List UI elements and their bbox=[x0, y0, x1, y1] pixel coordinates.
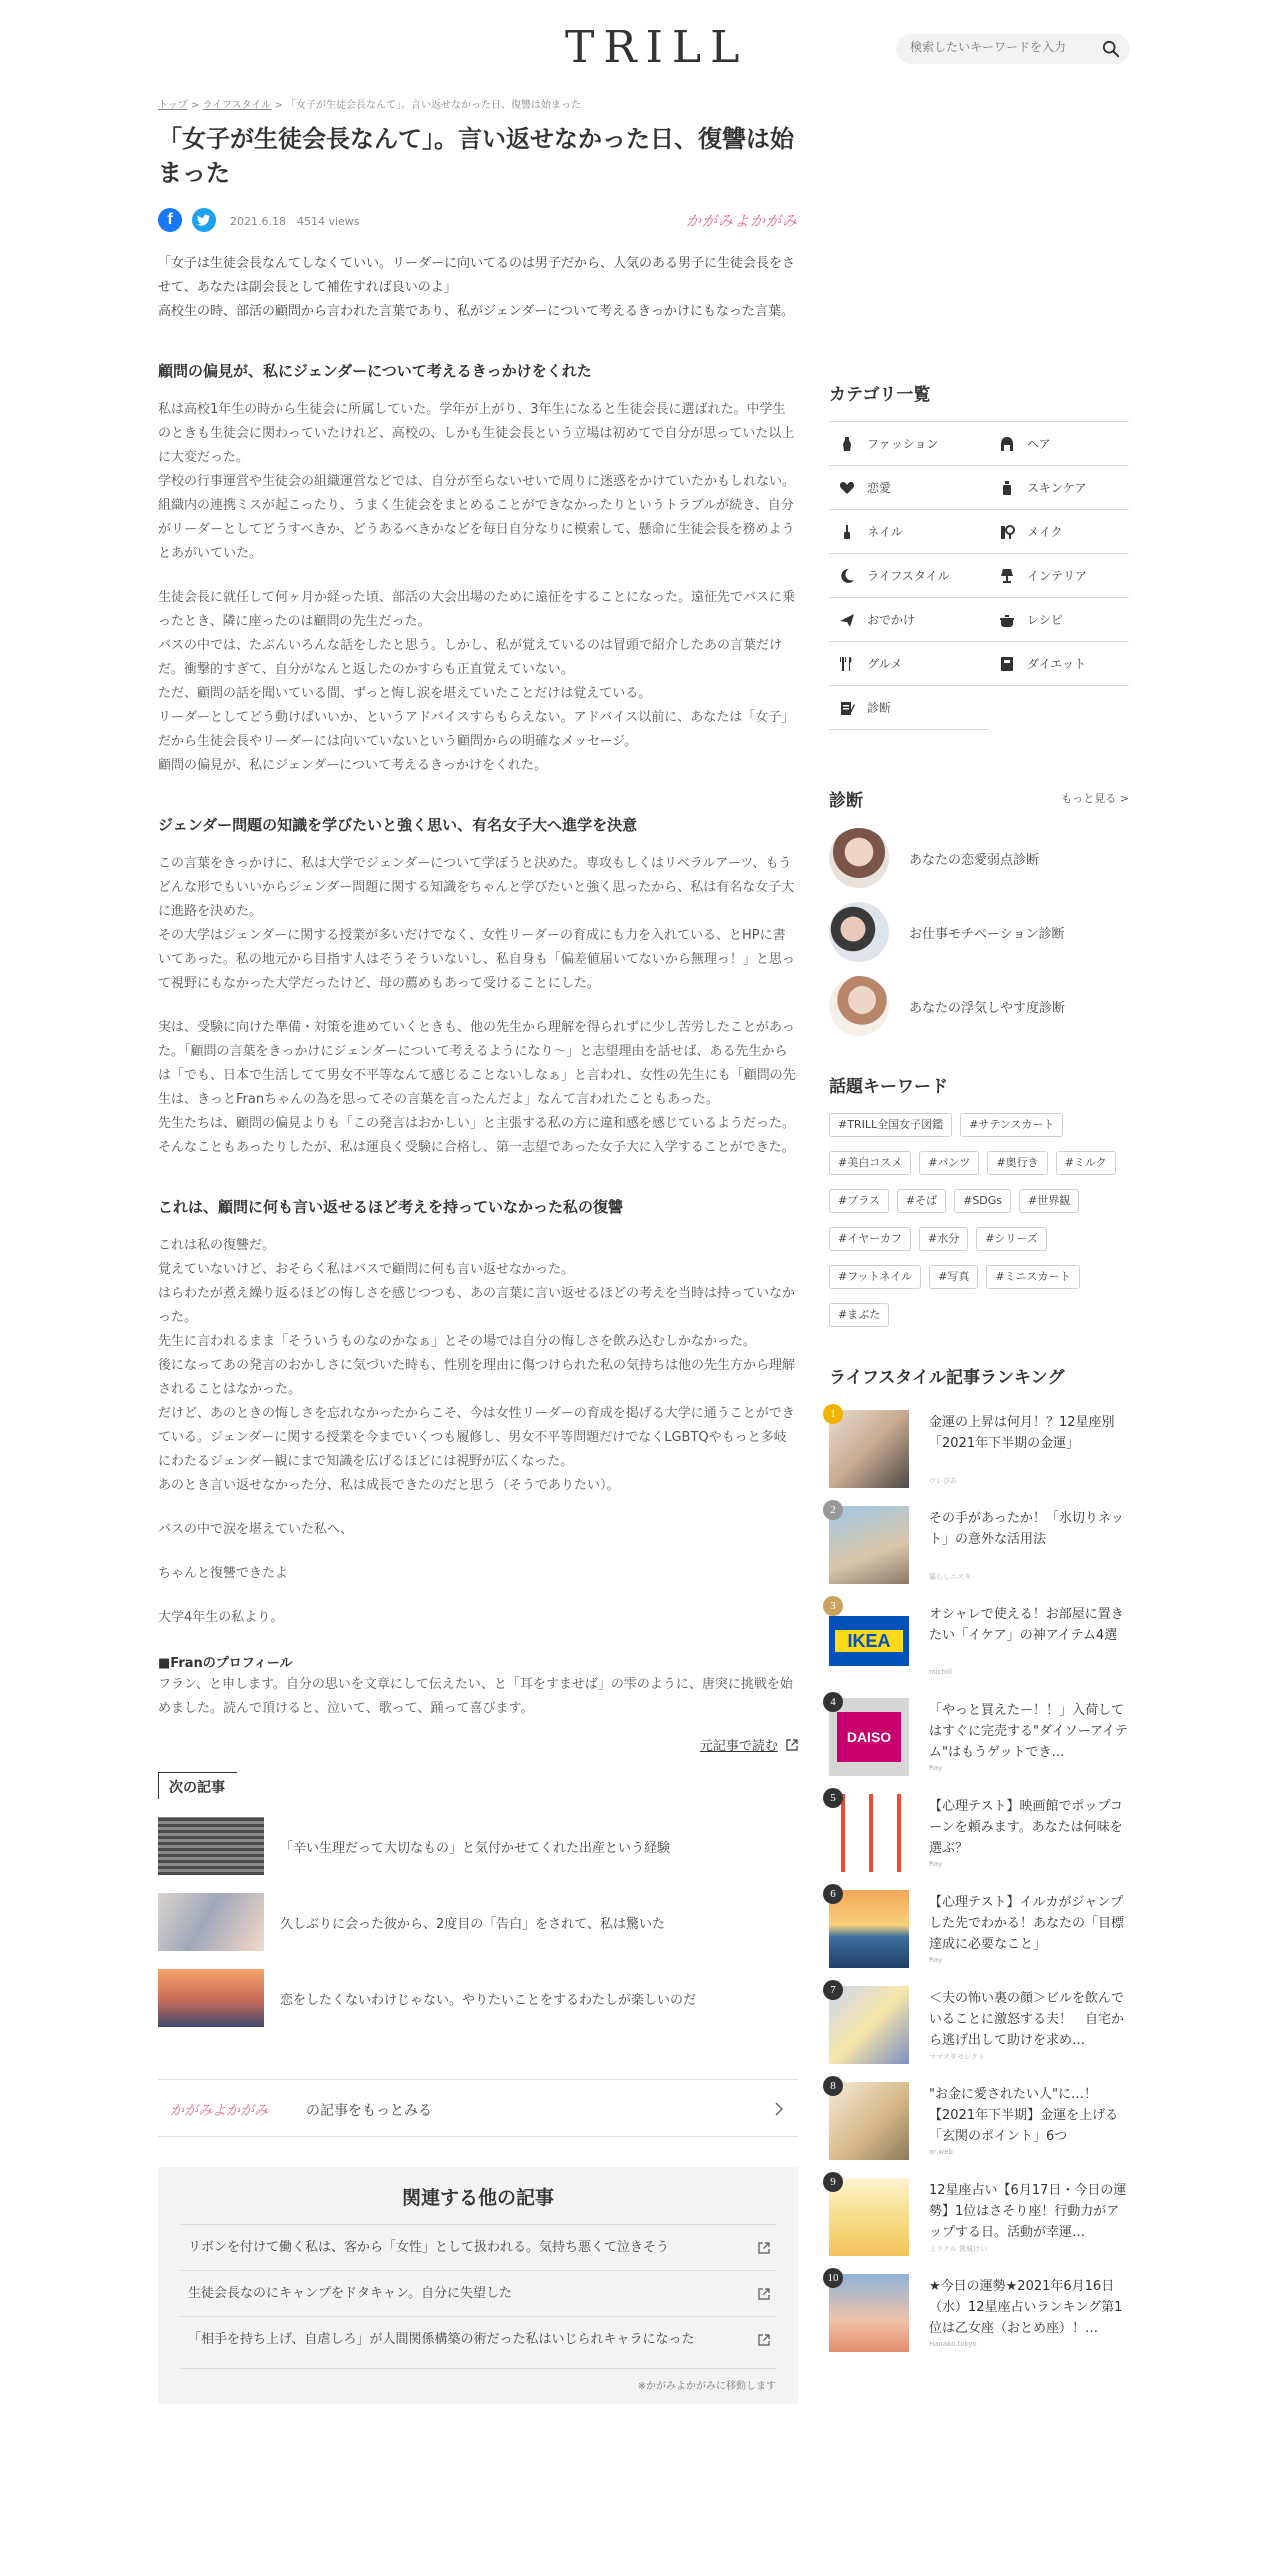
keyword-tag[interactable]: #世界観 bbox=[1019, 1189, 1079, 1213]
diagnosis-title[interactable]: あなたの恋愛弱点診断 bbox=[909, 852, 1040, 868]
lead-text: 高校生の時、部活の顧問から言われた言葉であり、私がジェンダーについて考えるきっかけにもなった言葉。 bbox=[158, 304, 794, 319]
keyword-tag[interactable]: #シリーズ bbox=[976, 1227, 1047, 1251]
ranking-title[interactable]: オシャレで使える！お部屋に置きたい「イケア」の神アイテム4選 bbox=[929, 1607, 1124, 1643]
diagnosis-thumbnail[interactable] bbox=[829, 828, 889, 888]
ranking-source: 暮らしニスタ bbox=[929, 1573, 971, 1581]
keyword-tag[interactable]: #そば bbox=[897, 1189, 946, 1213]
lamp-icon bbox=[999, 568, 1015, 584]
diagnosis-heading: 診断 bbox=[829, 791, 863, 811]
next-article-item[interactable] bbox=[158, 1893, 798, 1951]
category-heading: カテゴリ一覧 bbox=[829, 385, 931, 405]
category-fashion[interactable]: ファッション bbox=[829, 422, 989, 466]
diagnosis-title[interactable]: あなたの浮気しやす度診断 bbox=[909, 1000, 1066, 1016]
article-section bbox=[158, 1196, 798, 1498]
related-heading: 関連する他の記事 bbox=[401, 2187, 554, 2209]
category-diet[interactable]: ダイエット bbox=[989, 642, 1129, 686]
external-link-icon bbox=[758, 2334, 770, 2346]
category-nail[interactable]: ネイル bbox=[829, 510, 989, 554]
cutlery-icon bbox=[839, 656, 855, 672]
category-skincare[interactable]: スキンケア bbox=[989, 466, 1129, 510]
pot-icon bbox=[999, 612, 1015, 628]
next-articles bbox=[158, 1772, 798, 2027]
closing-line: ちゃんと復讐できたよ bbox=[158, 1566, 289, 1581]
rank-badge: 8 bbox=[823, 2076, 843, 2096]
external-link-icon bbox=[786, 1739, 798, 1751]
ranking-thumbnail[interactable] bbox=[829, 1602, 909, 1680]
daiso-logo: DAISO bbox=[837, 1712, 901, 1762]
next-article-title[interactable]: 恋をしたくないわけじゃない。やりたいことをするわたしが楽しいのだ bbox=[280, 1992, 697, 2008]
profile-body: フラン、と申します。自分の思いを文章にして伝えたい、と「耳をすませば」の雫のように、唐突に挑戦を始めました。読んで頂けると、泣いて、歌って、踊って喜びます。 bbox=[158, 1677, 793, 1716]
diagnosis-more-link[interactable]: もっと見る > bbox=[1061, 792, 1129, 805]
keyword-tag[interactable]: #奥行き bbox=[987, 1151, 1047, 1175]
keyword-tag[interactable]: #SDGs bbox=[954, 1189, 1011, 1213]
ranking-thumbnail[interactable] bbox=[829, 1698, 909, 1776]
diagnosis-item[interactable] bbox=[829, 976, 1129, 1036]
ranking-item[interactable] bbox=[829, 2082, 1129, 2160]
article-section bbox=[158, 814, 798, 1160]
diagnosis-thumbnail[interactable] bbox=[829, 976, 889, 1036]
ranking-thumbnail[interactable] bbox=[829, 1410, 909, 1488]
section-heading: これは、顧問に何も言い返せるほど考えを持っていなかった私の復讐 bbox=[158, 1198, 624, 1216]
ranking-source: ウレぴあ bbox=[929, 1477, 957, 1485]
moon-icon bbox=[839, 568, 855, 584]
facebook-share-icon[interactable]: f bbox=[158, 208, 182, 232]
ranking-title[interactable]: 金運の上昇は何月！？12星座別「2021年下半期の金運」 bbox=[929, 1415, 1115, 1451]
search-icon[interactable] bbox=[1102, 40, 1120, 58]
ikea-logo: IKEA bbox=[835, 1630, 903, 1652]
ranking-item[interactable] bbox=[829, 1794, 1129, 1872]
keyword-tag[interactable]: #まぶた bbox=[829, 1303, 889, 1327]
source-link-label[interactable]: 元記事で読む bbox=[699, 1739, 778, 1754]
keyword-list bbox=[829, 1113, 1129, 1327]
keyword-tag[interactable]: #フットネイル bbox=[829, 1265, 921, 1289]
paragraph: この言葉をきっかけに、私は大学でジェンダーについて学ぼうと決めた。専攻もしくはリベラルアーツ、もうどんな形でもいいからジェンダー問題に関する知識をちゃんと学びたいと強く思ったから、私は有名な女子大に進路を決めた。 その大学はジェンダーに関する授業が多いだけでなく、女性リーダーの育成にも力を入れている、とHPに書いてあった。私の地元から目指す人はそうそういないし、私自身も「偏差値届いてないから無理っ！」と思って視野にもなかった大学だったけど、母の薦めもあって受けることにした。 bbox=[158, 856, 795, 991]
ranking-thumbnail[interactable] bbox=[829, 2178, 909, 2256]
closing-line: 大学4年生の私より。 bbox=[158, 1610, 284, 1625]
ranking-title[interactable]: 【心理テスト】イルカがジャンプした先でわかる！あなたの「目標達成に必要なこと」 bbox=[929, 1895, 1125, 1952]
ranking-source: michill bbox=[929, 1668, 952, 1676]
ranking-source: Ray bbox=[929, 1860, 943, 1868]
related-article-link[interactable]: リボンを付けて働く私は、客から「女性」として扱われる。気持ち悪くて泣きそう bbox=[180, 2224, 776, 2270]
article-column bbox=[158, 96, 798, 2404]
keyword-tag[interactable]: #写真 bbox=[929, 1265, 978, 1289]
diagnosis-item[interactable] bbox=[829, 902, 1129, 962]
diagnosis-list bbox=[829, 828, 1129, 1036]
paragraph: 私は高校1年生の時から生徒会に所属していた。学年が上がり、3年生になると生徒会長に選ばれた。中学生のときも生徒会に関わっていたけれど、高校の、しかも生徒会長という立場は初めてで自分が思っていた以上に大変だった。 学校の行事運営や生徒会の組織運営などでは、自分が至らないせいで周りに迷惑をかけていたかもしれない。組織内の連携ミスが起こったり、うまく生徒会をまとめることができなかったりというトラブルが続き、自分がリーダーとしてどうすべきか、どうあるべきかなどを毎日自分なりに模索して、懸命に生徒会長を務めようとあがいていた。 bbox=[158, 402, 796, 561]
ranking-source: ar web bbox=[929, 2148, 953, 2156]
category-hair[interactable]: ヘア bbox=[989, 422, 1129, 466]
airplane-icon bbox=[839, 612, 855, 628]
article-lead bbox=[158, 252, 798, 324]
category-diagnosis[interactable]: 診断 bbox=[829, 686, 989, 730]
article-meta bbox=[158, 206, 798, 234]
keyword-tag[interactable]: #ミニスカート bbox=[986, 1265, 1079, 1289]
ranking-title[interactable]: 【心理テスト】映画館でポップコーンを頼みます。あなたは何味を選ぶ？ bbox=[929, 1799, 1123, 1856]
ranking-item[interactable] bbox=[829, 1698, 1129, 1776]
diagnosis-item[interactable] bbox=[829, 828, 1129, 888]
next-article-thumbnail[interactable] bbox=[158, 1817, 264, 1875]
sidebar bbox=[829, 380, 1129, 2352]
ranking-list bbox=[829, 1410, 1129, 2352]
next-article-thumbnail[interactable] bbox=[158, 1893, 264, 1951]
rank-badge: 10 bbox=[823, 2268, 843, 2288]
related-article-link[interactable]: 生徒会長なのにキャンプをドタキャン。自分に失望した bbox=[180, 2270, 776, 2316]
site-header bbox=[0, 0, 1284, 90]
ranking-thumbnail[interactable] bbox=[829, 1986, 909, 2064]
hair-icon bbox=[999, 436, 1015, 452]
rank-badge: 6 bbox=[823, 1884, 843, 1904]
ranking-source: Ray bbox=[929, 1956, 943, 1964]
breadcrumb-category[interactable]: ライフスタイル bbox=[202, 100, 272, 111]
diagnosis-thumbnail[interactable] bbox=[829, 902, 889, 962]
search-box[interactable] bbox=[896, 34, 1130, 64]
search-input[interactable] bbox=[910, 40, 1090, 54]
category-interior[interactable]: インテリア bbox=[989, 554, 1129, 598]
paragraph: 実は、受験に向けた準備・対策を進めていくときも、他の先生から理解を得られずに少し苦労したことがあった。「顧問の言葉をきっかけにジェンダーについて考えるようになり～」と志望理由を話せば、ある先生からは「でも、日本で生活してて男女不平等なんて感じることないしなぁ」と言われ、女性の先生にも「顧問の先生は、きっとFranちゃんの為を思ってその言葉を言ったんだよ」なんて言われたこともあった。 先生たちは、顧問の偏見よりも「この発言はおかしい」と主張する私の方に違和感を感じているようだった。 そんなこともあったりしたが、私は運良く受験に合格し、第一志望であった女子大に入学することができた。 bbox=[158, 1020, 796, 1155]
lead-quote: 「女子は生徒会長なんてしなくていい。リーダーに向いてるのは男子だから、人気のある男子に生徒会長をさせて、あなたは副会長として補佐すれば良いのよ」 bbox=[158, 256, 796, 295]
breadcrumb: トップ > ライフスタイル > 「女子が生徒会長なんて」。言い返せなかった日、復讐は始まった bbox=[158, 100, 582, 111]
ranking-title[interactable]: その手があったか！「氷切りネット」の意外な活用法 bbox=[929, 1511, 1124, 1547]
chevron-right-icon bbox=[775, 2102, 784, 2116]
related-articles bbox=[158, 2167, 798, 2404]
ranking-heading: ライフスタイル記事ランキング bbox=[829, 1368, 1065, 1388]
nail-icon bbox=[839, 524, 855, 540]
category-list bbox=[829, 421, 1129, 730]
makeup-icon bbox=[999, 524, 1015, 540]
more-articles-label[interactable]: の記事をもっとみる bbox=[306, 2103, 432, 2119]
article-section bbox=[158, 360, 798, 778]
breadcrumb-home[interactable]: トップ bbox=[158, 100, 188, 111]
ranking-title[interactable]: 12星座占い【6月17日・今日の運勢】1位はさそり座！行動力がアップする日。活動が幸運… bbox=[929, 2183, 1127, 2240]
category-love[interactable]: 恋愛 bbox=[829, 466, 989, 510]
keyword-tag[interactable]: #水分 bbox=[919, 1227, 968, 1251]
keyword-tag[interactable]: #パンツ bbox=[919, 1151, 979, 1175]
source-link[interactable] bbox=[158, 1735, 798, 1754]
rank-badge: 5 bbox=[823, 1788, 843, 1808]
category-gourmet[interactable]: グルメ bbox=[829, 642, 989, 686]
bottle-icon bbox=[999, 480, 1015, 496]
diagnosis-title[interactable]: お仕事モチベーション診断 bbox=[909, 926, 1065, 942]
ranking-source: Ray bbox=[929, 1764, 943, 1772]
next-article-title[interactable]: 久しぶりに会った彼から、2度目の「告白」をされて、私は驚いた bbox=[280, 1916, 666, 1932]
ranking-item[interactable] bbox=[829, 2178, 1129, 2256]
rank-badge: 7 bbox=[823, 1980, 843, 2000]
section-heading: 顧問の偏見が、私にジェンダーについて考えるきっかけをくれた bbox=[158, 362, 592, 380]
clipboard-icon bbox=[839, 700, 855, 716]
ranking-item[interactable] bbox=[829, 1506, 1129, 1584]
external-link-icon bbox=[758, 2288, 770, 2300]
related-article-link[interactable]: 「相手を持ち上げ、自虐しろ」が人間関係構築の術だった私はいじられキャラになった bbox=[180, 2316, 776, 2362]
ranking-source: Hanako.tokyo bbox=[929, 2340, 977, 2348]
ranking-thumbnail[interactable] bbox=[829, 1890, 909, 1968]
profile-heading: ■Franのプロフィール bbox=[158, 1656, 293, 1671]
rank-badge: 3 bbox=[823, 1596, 843, 1616]
ranking-thumbnail[interactable] bbox=[829, 2082, 909, 2160]
ranking-item[interactable] bbox=[829, 2274, 1129, 2352]
more-articles-link[interactable] bbox=[158, 2079, 798, 2137]
more-brand-logo: かがみよかがみ bbox=[170, 2103, 268, 2119]
next-article-item[interactable] bbox=[158, 1969, 798, 2027]
ranking-title[interactable]: "お金に愛されたい人"に…！【2021年下半期】金運を上げる「玄関のポイント」6つ bbox=[929, 2087, 1119, 2144]
keyword-heading: 話題キーワード bbox=[829, 1077, 948, 1097]
breadcrumb-current: 「女子が生徒会長なんて」。言い返せなかった日、復讐は始まった bbox=[286, 100, 582, 111]
next-articles-label: 次の記事 bbox=[158, 1772, 237, 1799]
ranking-item[interactable] bbox=[829, 1410, 1129, 1488]
paragraph: 生徒会長に就任して何ヶ月か経った頃、部活の大会出場のために遠征をすることになった。遠征先でバスに乗ったとき、隣に座ったのは顧問の先生だった。 バスの中では、たぶんいろんな話をしたと思う。しかし、私が覚えているのは冒頭で紹介したあの言葉だけだ。衝撃的すぎて、自分がなんと返したのかすらも正直覚えていない。 ただ、顧問の話を聞いている間、ずっと悔し涙を堪えていたことだけは覚えている。 リーダーとしてどう動けばいいか、というアドバイスすらもらえない。アドバイス以前に、あなたは「女子」だから生徒会長やリーダーには向いていないという顧問からの明確なメッセージ。 顧問の偏見が、私にジェンダーについて考えるきっかけをくれた。 bbox=[158, 590, 796, 773]
heart-icon bbox=[839, 480, 855, 496]
section-heading: ジェンダー問題の知識を学びたいと強く思い、有名女子大へ進学を決意 bbox=[158, 816, 638, 834]
category-lifestyle[interactable]: ライフスタイル bbox=[829, 554, 989, 598]
keyword-tag[interactable]: #サテンスカート bbox=[960, 1113, 1063, 1137]
dress-icon bbox=[839, 436, 855, 452]
keyword-tag[interactable]: #プラス bbox=[829, 1189, 889, 1213]
next-article-item[interactable] bbox=[158, 1817, 798, 1875]
ranking-item[interactable] bbox=[829, 1602, 1129, 1680]
rank-badge: 9 bbox=[823, 2172, 843, 2192]
keyword-tag[interactable]: #ミルク bbox=[1056, 1151, 1116, 1175]
rank-badge: 4 bbox=[823, 1692, 843, 1712]
diagnosis-header bbox=[829, 786, 1129, 811]
external-link-icon bbox=[758, 2242, 770, 2254]
ranking-item[interactable] bbox=[829, 1890, 1129, 1968]
category-makeup[interactable]: メイク bbox=[989, 510, 1129, 554]
closing-line: バスの中で涙を堪えていた私へ、 bbox=[158, 1522, 354, 1537]
article-title: 「女子が生徒会長なんて」。言い返せなかった日、復讐は始まった bbox=[158, 125, 794, 187]
trill-logo[interactable]: TRILL bbox=[565, 22, 749, 73]
ranking-title[interactable]: ＜夫の怖い裏の顔＞ビルを飲んでいることに激怒する夫！ 自宅から逃げ出して助けを求め… bbox=[929, 1991, 1125, 2048]
rank-badge: 1 bbox=[823, 1404, 843, 1424]
ranking-title[interactable]: 「やっと買えたー！！」入荷してはすぐに完売する"ダイソーアイテム"はもうゲットでき… bbox=[929, 1703, 1128, 1760]
next-article-title[interactable]: 「辛い生理だって大切なもの」と気付かせてくれた出産という経験 bbox=[280, 1840, 671, 1856]
ranking-thumbnail[interactable] bbox=[829, 1506, 909, 1584]
ranking-source: ママスタセレクト bbox=[929, 2053, 985, 2061]
ranking-thumbnail[interactable] bbox=[829, 1794, 909, 1872]
ranking-source: ミラクル 貴城けい bbox=[929, 2245, 988, 2253]
kagamiyokagami-logo[interactable]: かがみよかがみ bbox=[685, 212, 798, 230]
date-views: 2021.6.18 4514 views bbox=[230, 215, 360, 228]
keyword-tag[interactable]: #TRILL全国女子図鑑 bbox=[829, 1113, 952, 1137]
keyword-tag[interactable]: #美白コスメ bbox=[829, 1151, 911, 1175]
paragraph: これは私の復讐だ。 覚えていないけど、おそらく私はバスで顧問に何も言い返せなかった。 はらわたが煮え繰り返るほどの悔しさを感じつつも、あの言葉に言い返せるほどの考えを当時は持っていなかった。 先生に言われるまま「そういうものなのかなぁ」とその場では自分の悔しさを飲み込むしかなかった。 後になってあの発言のおかしさに気づいた時も、性別を理由に傷つけられた私の気持ちは他の先生方から理解されることはなかった。 だけど、あのときの悔しさを忘れなかったからこそ、今は女性リーダーの育成を掲げる大学に通うことができている。ジェンダーに関する授業を今までいくつも履修し、男女不平等問題だけでなくLGBTQやもっと多岐にわたるジェンダー観にまで知識を広げるほどには視野が広くなった。 あのとき言い返せなかった分、私は成長できたのだと思う（そうでありたい）。 bbox=[158, 1238, 796, 1493]
rank-badge: 2 bbox=[823, 1500, 843, 1520]
category-recipe[interactable]: レシピ bbox=[989, 598, 1129, 642]
category-outing[interactable]: おでかけ bbox=[829, 598, 989, 642]
next-article-thumbnail[interactable] bbox=[158, 1969, 264, 2027]
keyword-tag[interactable]: #イヤーカフ bbox=[829, 1227, 911, 1251]
scale-icon bbox=[999, 656, 1015, 672]
ranking-thumbnail[interactable] bbox=[829, 2274, 909, 2352]
ranking-title[interactable]: ★今日の運勢★2021年6月16日（水）12星座占いランキング第1位は乙女座（おとめ座）！… bbox=[929, 2279, 1123, 2336]
twitter-share-icon[interactable] bbox=[192, 208, 216, 232]
related-note: ※かがみよかがみに移動します bbox=[180, 2368, 776, 2392]
ranking-item[interactable] bbox=[829, 1986, 1129, 2064]
